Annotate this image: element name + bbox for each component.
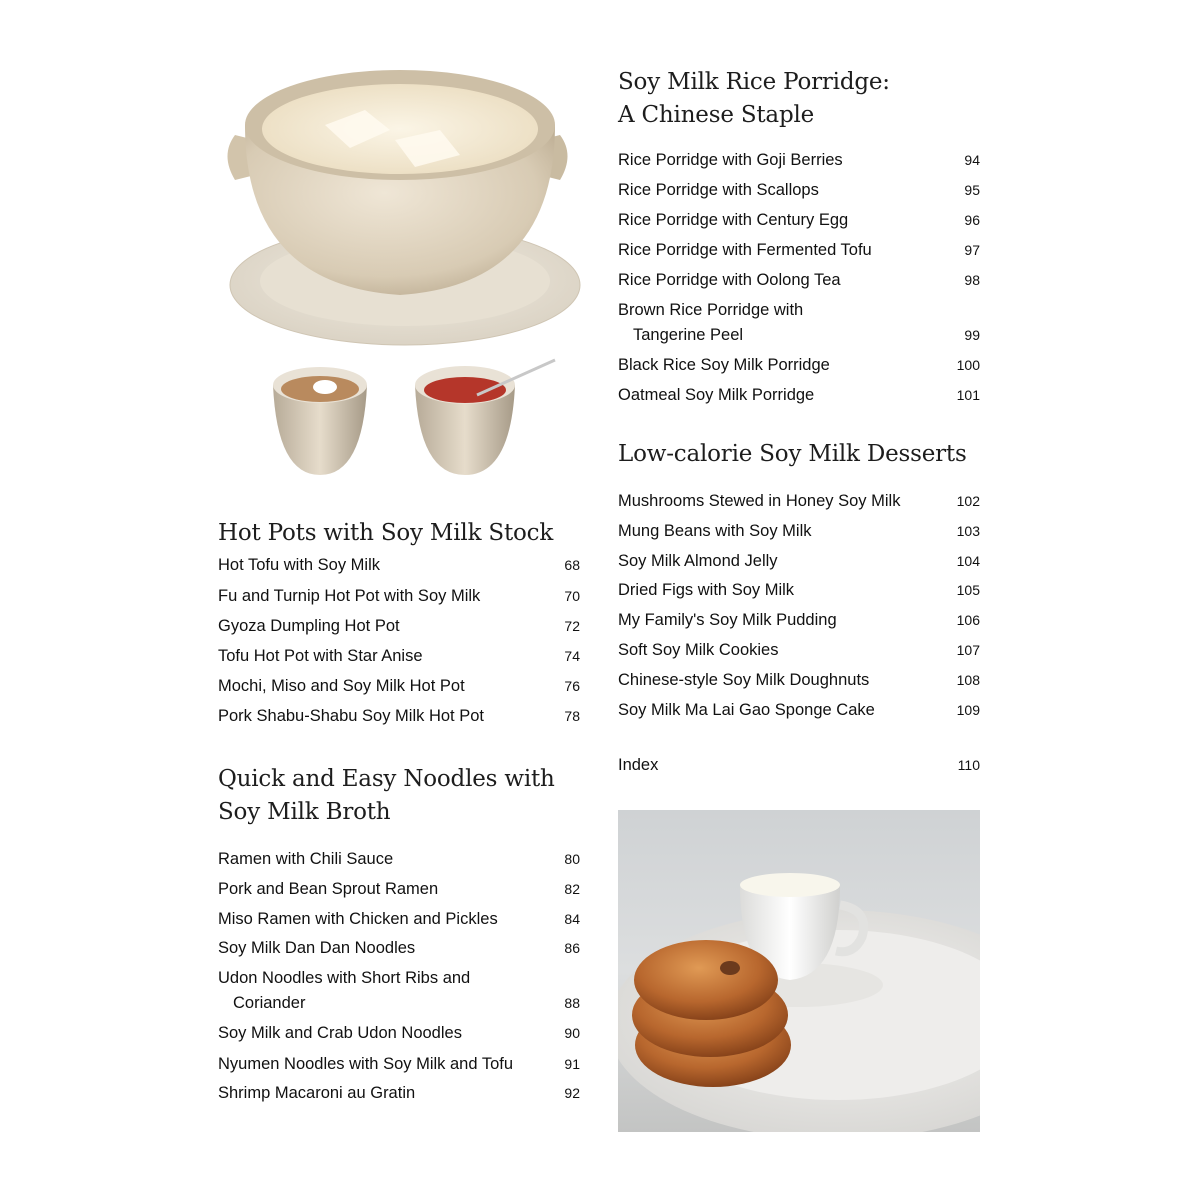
toc-entry[interactable]: Oatmeal Soy Milk Porridge 101	[618, 383, 980, 408]
toc-entry[interactable]: Soy Milk and Crab Udon Noodles 90	[218, 1021, 580, 1046]
toc-entry[interactable]: Soy Milk Almond Jelly 104	[618, 549, 980, 574]
toc-entry[interactable]: Nyumen Noodles with Soy Milk and Tofu 91	[218, 1052, 580, 1077]
section-heading-rice-porridge: Soy Milk Rice Porridge: A Chinese Staple	[618, 69, 890, 128]
page-number: 106	[956, 612, 980, 628]
toc-entry[interactable]: Rice Porridge with Goji Berries 94	[618, 148, 980, 173]
section-heading-noodles: Quick and Easy Noodles with Soy Milk Broth	[218, 766, 555, 825]
page-number: 74	[564, 648, 580, 664]
toc-entry[interactable]: Shrimp Macaroni au Gratin 92	[218, 1081, 580, 1106]
toc-entry-index[interactable]: Index 110	[618, 753, 980, 778]
page-number: 107	[956, 642, 980, 658]
toc-entry[interactable]: Rice Porridge with Century Egg 96	[618, 208, 980, 233]
toc-entry[interactable]: My Family's Soy Milk Pudding 106	[618, 608, 980, 633]
toc-entry[interactable]: Mochi, Miso and Soy Milk Hot Pot 76	[218, 674, 580, 699]
toc-entry[interactable]: Mushrooms Stewed in Honey Soy Milk 102	[618, 489, 980, 514]
page-number: 92	[564, 1085, 580, 1101]
toc-entry[interactable]: Udon Noodles with Short Ribs and Coriander 88	[218, 966, 580, 1016]
toc-entry[interactable]: Hot Tofu with Soy Milk 68	[218, 553, 580, 578]
toc-entry[interactable]: Rice Porridge with Fermented Tofu 97	[618, 238, 980, 263]
toc-entry[interactable]: Dried Figs with Soy Milk 105	[618, 578, 980, 603]
toc-entry[interactable]: Brown Rice Porridge with Tangerine Peel 99	[618, 298, 980, 348]
page-number: 100	[956, 357, 980, 373]
page-number: 109	[956, 702, 980, 718]
page-number: 70	[564, 588, 580, 604]
toc-entry[interactable]: Pork and Bean Sprout Ramen 82	[218, 877, 580, 902]
toc-entry[interactable]: Rice Porridge with Scallops 95	[618, 178, 980, 203]
toc-entry[interactable]: Ramen with Chili Sauce 80	[218, 847, 580, 872]
page-number: 108	[956, 672, 980, 688]
page-number: 110	[957, 757, 980, 773]
hot-pot-photo	[215, 55, 585, 495]
page-number: 78	[564, 708, 580, 724]
page-number: 86	[564, 940, 580, 956]
toc-entry[interactable]: Black Rice Soy Milk Porridge 100	[618, 353, 980, 378]
page-number: 80	[564, 851, 580, 867]
toc-entry[interactable]: Tofu Hot Pot with Star Anise 74	[218, 644, 580, 669]
page-number: 97	[964, 242, 980, 258]
page-number: 102	[956, 493, 980, 509]
section-heading-desserts: Low-calorie Soy Milk Desserts	[618, 441, 967, 467]
page-number: 103	[956, 523, 980, 539]
toc-entry[interactable]: Mung Beans with Soy Milk 103	[618, 519, 980, 544]
page-number: 76	[564, 678, 580, 694]
page-number: 91	[564, 1056, 580, 1072]
toc-entry[interactable]: Soy Milk Ma Lai Gao Sponge Cake 109	[618, 698, 980, 723]
page-number: 72	[564, 618, 580, 634]
page-number: 84	[564, 911, 580, 927]
page-number: 68	[564, 557, 580, 573]
page-number: 105	[956, 582, 980, 598]
page-number: 104	[956, 553, 980, 569]
toc-entry[interactable]: Gyoza Dumpling Hot Pot 72	[218, 614, 580, 639]
page-number: 99	[964, 327, 980, 343]
section-heading-hot-pots: Hot Pots with Soy Milk Stock	[218, 520, 554, 546]
page-number: 82	[564, 881, 580, 897]
page-number: 96	[964, 212, 980, 228]
toc-entry[interactable]: Soft Soy Milk Cookies 107	[618, 638, 980, 663]
page-number: 90	[564, 1025, 580, 1041]
toc-entry[interactable]: Chinese-style Soy Milk Doughnuts 108	[618, 668, 980, 693]
toc-entry[interactable]: Pork Shabu-Shabu Soy Milk Hot Pot 78	[218, 704, 580, 729]
toc-entry[interactable]: Miso Ramen with Chicken and Pickles 84	[218, 907, 580, 932]
page-number: 94	[964, 152, 980, 168]
toc-entry[interactable]: Fu and Turnip Hot Pot with Soy Milk 70	[218, 584, 580, 609]
page-number: 95	[964, 182, 980, 198]
toc-entry[interactable]: Rice Porridge with Oolong Tea 98	[618, 268, 980, 293]
page-number: 98	[964, 272, 980, 288]
page-number: 88	[564, 995, 580, 1011]
page-number: 101	[956, 387, 980, 403]
toc-entry[interactable]: Soy Milk Dan Dan Noodles 86	[218, 936, 580, 961]
dessert-photo	[618, 810, 980, 1132]
